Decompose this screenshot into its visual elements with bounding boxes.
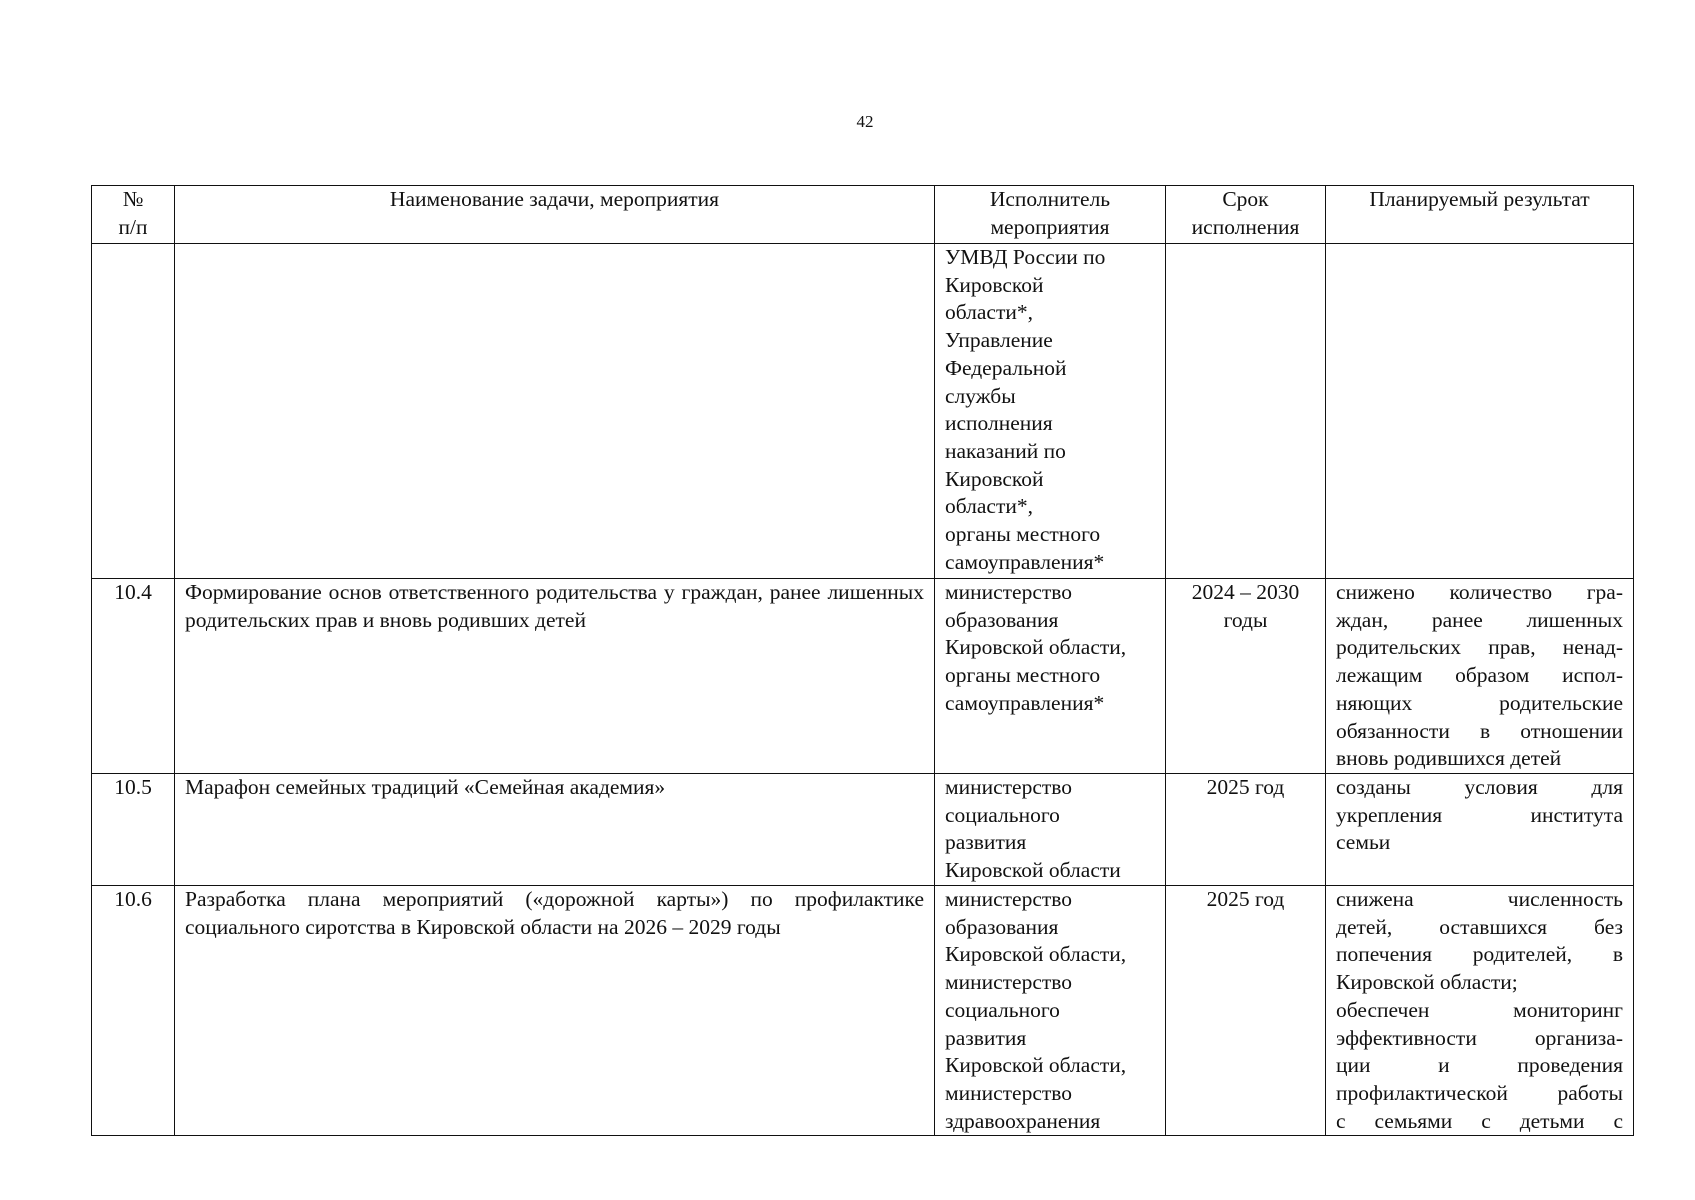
table-row bbox=[92, 579, 1634, 774]
result-line: семьи bbox=[1336, 830, 1391, 855]
header-name: Наименование задачи, мероприятия bbox=[175, 186, 935, 244]
result-line: вновь родившихся детей bbox=[1336, 746, 1562, 771]
row-term: 2024 – 2030 годы bbox=[1166, 579, 1326, 774]
row-name: Разработка плана мероприятий («дорожной карты») по профилактике социального сиротства в Кировской области на 2026 – 2029 годы bbox=[175, 886, 935, 1136]
result-line: обязанности в отношении bbox=[1336, 718, 1623, 743]
header-executor: Исполнитель мероприятия bbox=[935, 186, 1166, 244]
result-line: Кировской области; bbox=[1336, 970, 1518, 995]
header-term: Срок исполнения bbox=[1166, 186, 1326, 244]
row-executor: министерство образования Кировской области, министерство социального развития Кировской области, министерство здравоохранения bbox=[935, 886, 1166, 1136]
row-term: 2025 год bbox=[1166, 886, 1326, 1136]
row-result bbox=[1326, 886, 1634, 1136]
result-line: профилактической работы bbox=[1336, 1080, 1623, 1105]
row-name bbox=[175, 244, 935, 579]
row-executor: министерство социального развития Кировской области bbox=[935, 774, 1166, 886]
row-name: Формирование основ ответственного родительства у граждан, ранее лишенных родительских прав и вновь родивших детей bbox=[175, 579, 935, 774]
row-result bbox=[1326, 244, 1634, 579]
table-row bbox=[92, 886, 1634, 1136]
table-header-row bbox=[92, 186, 1634, 244]
row-num: 10.5 bbox=[92, 774, 175, 886]
result-line: ждан, ранее лишенных bbox=[1336, 607, 1623, 632]
result-line: с семьями с детьми с bbox=[1336, 1108, 1623, 1133]
table-row bbox=[92, 774, 1634, 886]
page-number: 42 bbox=[856, 112, 874, 131]
result-line: ции и проведения bbox=[1336, 1053, 1623, 1078]
row-result bbox=[1326, 774, 1634, 886]
row-executor: УМВД России по Кировской области*, Управление Федеральной службы исполнения наказаний по Кировской области*, органы местного самоуправления* bbox=[935, 244, 1166, 579]
row-term bbox=[1166, 244, 1326, 579]
table-row bbox=[92, 244, 1634, 579]
result-line: созданы условия для bbox=[1336, 775, 1623, 799]
result-line: обеспечен мониторинг bbox=[1336, 997, 1623, 1022]
result-line: няющих родительские bbox=[1336, 690, 1623, 715]
header-result: Планируемый результат bbox=[1326, 186, 1634, 244]
row-num: 10.6 bbox=[92, 886, 175, 1136]
row-executor: министерство образования Кировской области, органы местного самоуправления* bbox=[935, 579, 1166, 774]
row-name: Марафон семейных традиций «Семейная академия» bbox=[175, 774, 935, 886]
result-line: снижена численность bbox=[1336, 887, 1623, 911]
plan-table bbox=[91, 185, 1634, 1136]
header-num: № п/п bbox=[92, 186, 175, 244]
result-line: попечения родителей, в bbox=[1336, 942, 1623, 967]
row-num bbox=[92, 244, 175, 579]
row-term: 2025 год bbox=[1166, 774, 1326, 886]
result-line: укрепления института bbox=[1336, 802, 1623, 827]
result-line: детей, оставшихся без bbox=[1336, 914, 1623, 939]
result-line: эффективности организа- bbox=[1336, 1025, 1623, 1050]
row-num: 10.4 bbox=[92, 579, 175, 774]
result-line: родительских прав, ненад- bbox=[1336, 635, 1623, 660]
result-line: лежащим образом испол- bbox=[1336, 663, 1623, 688]
row-result bbox=[1326, 579, 1634, 774]
result-line: снижено количество гра- bbox=[1336, 580, 1623, 604]
